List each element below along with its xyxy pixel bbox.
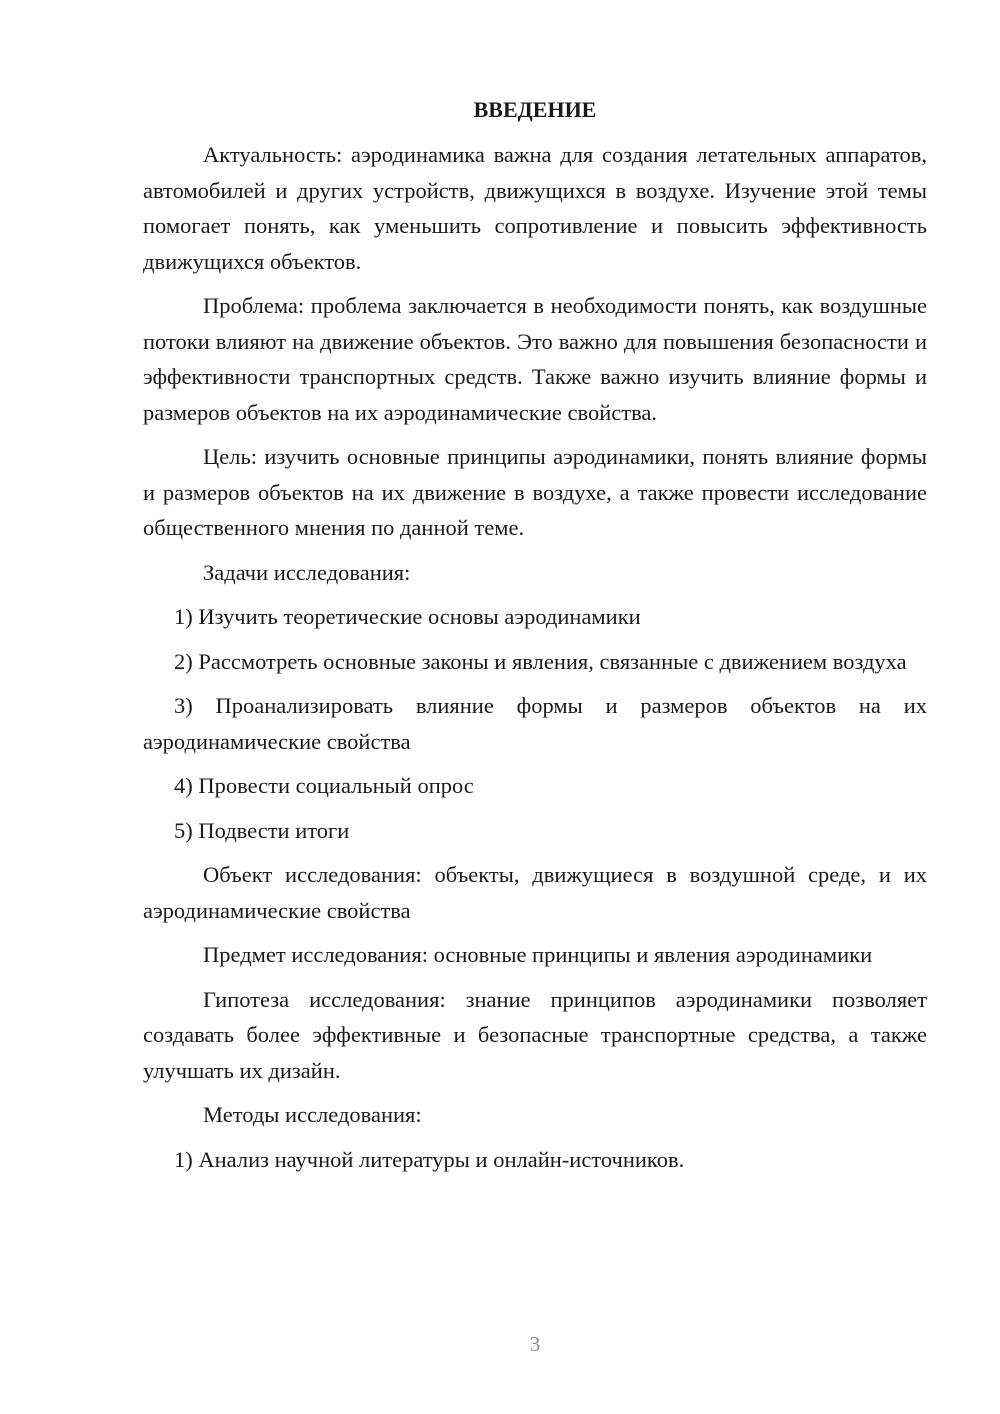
methods-heading: Методы исследования: — [203, 1102, 422, 1127]
document-page — [143, 92, 927, 1186]
goal-paragraph: Цель: изучить основные принципы аэродинамики, понять влияние формы и размеров объектов на их движение в воздухе, а также провести исследование общественного мнения по данной теме. — [143, 444, 927, 540]
relevance-paragraph: Актуальность: аэродинамика важна для создания летательных аппаратов, автомобилей и других устройств, движущихся в воздухе. Изучение этой темы помогает понять, как уменьшить сопротивление и повысить эффективность движущихся объектов. — [143, 142, 927, 274]
task-item: 3) Проанализировать влияние формы и размеров объектов на их аэродинамические свойства — [143, 693, 927, 754]
task-item: 5) Подвести итоги — [174, 817, 350, 843]
task-item: 1) Изучить теоретические основы аэродинамики — [174, 604, 641, 629]
object-paragraph: Объект исследования: объекты, движущиеся в воздушной среде, и их аэродинамические свойства — [143, 862, 927, 923]
tasks-heading: Задачи исследования: — [203, 559, 411, 585]
task-item: 4) Провести социальный опрос — [174, 773, 474, 798]
task-item: 2) Рассмотреть основные законы и явления, связанные с движением воздуха — [174, 648, 907, 674]
subject-paragraph: Предмет исследования: основные принципы и явления аэродинамики — [203, 942, 873, 967]
page-number: 3 — [529, 1332, 541, 1356]
method-item: 1) Анализ научной литературы и онлайн-источников. — [174, 1146, 685, 1172]
section-title: ВВЕДЕНИЕ — [473, 97, 597, 122]
problem-paragraph: Проблема: проблема заключается в необходимости понять, как воздушные потоки влияют на движение объектов. Это важно для повышения безопасности и эффективности транспортных средств. Также важно изучить влияние формы и размеров объектов на их аэродинамические свойства. — [143, 293, 927, 425]
hypothesis-paragraph: Гипотеза исследования: знание принципов аэродинамики позволяет создавать более эффективные и безопасные транспортные средства, а также улучшать их дизайн. — [143, 986, 927, 1083]
